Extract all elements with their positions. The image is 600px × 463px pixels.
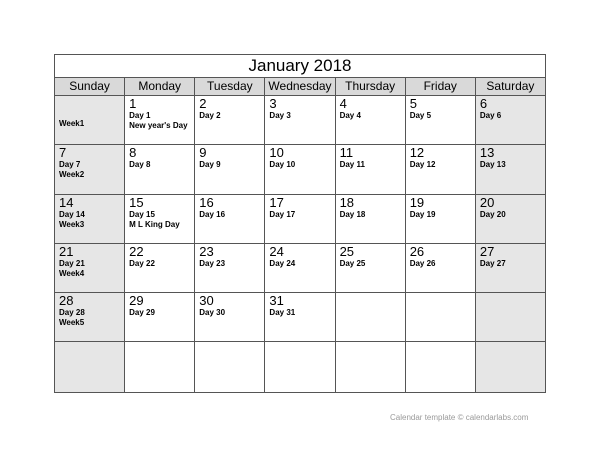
day-detail: Day 17 — [269, 209, 296, 219]
day-cell[interactable] — [195, 96, 265, 144]
day-number: 20 — [479, 194, 495, 210]
day-detail: Day 10 — [269, 160, 296, 170]
day-detail: Day 14 — [59, 209, 85, 219]
day-detail: Day 1 — [129, 111, 151, 120]
day-cell[interactable] — [336, 96, 406, 144]
day-cell[interactable] — [55, 244, 125, 292]
day-detail: Day 6 — [479, 111, 502, 120]
week-row — [55, 244, 545, 293]
day-detail: Day 12 — [409, 160, 436, 170]
day-detail: Day 25 — [339, 258, 366, 268]
week-row — [55, 145, 545, 194]
day-number: 18 — [339, 194, 355, 210]
day-number: 2 — [199, 96, 207, 111]
day-cell[interactable] — [336, 244, 406, 292]
day-number: 8 — [129, 145, 137, 161]
day-number: 23 — [199, 243, 214, 259]
week-row — [55, 96, 545, 145]
weekday-header-row — [55, 78, 545, 96]
weekday-header-monday: Monday — [125, 78, 195, 95]
weekday-header-friday: Friday — [406, 78, 476, 95]
weekday-header-saturday: Saturday — [486, 79, 535, 93]
day-number: 26 — [409, 243, 425, 259]
day-detail: Day 20 — [479, 209, 506, 219]
day-cell[interactable] — [336, 342, 406, 391]
day-cell[interactable] — [265, 96, 335, 144]
day-cell[interactable] — [55, 145, 125, 193]
day-number: 27 — [479, 243, 495, 259]
weekday-header-thursday: Thursday — [336, 78, 406, 95]
day-cell[interactable] — [265, 244, 335, 292]
day-number: 24 — [269, 243, 284, 259]
day-number: 10 — [269, 145, 284, 161]
day-detail: Day 19 — [409, 209, 436, 219]
day-number: 25 — [339, 243, 355, 259]
week-row — [55, 195, 545, 244]
day-detail: Day 22 — [129, 258, 155, 268]
day-number: 30 — [199, 293, 214, 309]
calendar-title: January 2018 — [55, 55, 545, 78]
day-detail: Day 28 — [59, 308, 85, 318]
day-number: 13 — [479, 145, 495, 161]
week-row — [55, 342, 545, 391]
day-number: 21 — [59, 243, 74, 259]
day-number: 22 — [129, 243, 144, 259]
day-cell[interactable] — [125, 96, 195, 144]
day-detail: Day 13 — [479, 160, 506, 170]
day-cell[interactable] — [476, 195, 545, 243]
day-cell[interactable] — [406, 293, 476, 341]
day-cell[interactable] — [476, 342, 545, 391]
day-number: 19 — [409, 194, 425, 210]
day-detail: Week4 — [59, 268, 85, 278]
day-detail: New year's Day — [129, 121, 188, 130]
day-detail: Day 11 — [339, 160, 365, 170]
day-detail: Week5 — [59, 318, 85, 328]
day-number: 14 — [59, 194, 74, 210]
week-row — [55, 293, 545, 342]
day-cell[interactable] — [125, 195, 195, 243]
day-number: 7 — [59, 145, 67, 161]
weekday-header-wednesday: Wednesday — [265, 78, 335, 95]
day-number: 1 — [129, 96, 137, 111]
day-cell[interactable] — [406, 244, 476, 292]
day-cell[interactable] — [195, 342, 265, 391]
day-number: 4 — [339, 96, 347, 111]
day-number: 16 — [199, 194, 214, 210]
day-cell[interactable] — [476, 244, 545, 292]
day-detail: Day 5 — [409, 111, 432, 120]
day-number: 5 — [409, 96, 417, 111]
day-detail: Day 18 — [339, 209, 366, 219]
day-cell[interactable] — [406, 195, 476, 243]
day-cell[interactable] — [195, 145, 265, 193]
day-number: 29 — [129, 293, 144, 309]
day-cell[interactable] — [55, 195, 125, 243]
weekday-header-sunday: Sunday — [55, 78, 125, 95]
weekday-header-tuesday: Tuesday — [195, 78, 265, 95]
day-cell[interactable] — [336, 293, 406, 341]
week-label: Week1 — [59, 119, 85, 128]
day-cell[interactable] — [476, 96, 545, 144]
day-cell[interactable] — [55, 96, 125, 144]
day-number: 15 — [129, 194, 144, 210]
day-detail: Day 24 — [269, 258, 296, 268]
day-detail: Day 7 — [59, 160, 81, 170]
day-number: 6 — [479, 96, 488, 111]
day-number: 12 — [409, 145, 425, 161]
day-detail: Day 23 — [199, 258, 226, 268]
day-detail: Day 2 — [199, 111, 221, 120]
day-number: 28 — [59, 293, 74, 309]
day-detail: Day 29 — [129, 308, 155, 318]
footer-credit: Calendar template © calendarlabs.com — [390, 413, 529, 422]
day-cell[interactable] — [195, 195, 265, 243]
day-detail: M L King Day — [129, 219, 180, 229]
day-cell[interactable] — [406, 96, 476, 144]
day-number: 11 — [339, 145, 354, 161]
day-cell[interactable] — [125, 293, 195, 341]
day-cell[interactable] — [55, 293, 125, 341]
day-number: 3 — [269, 96, 277, 111]
day-detail: Week3 — [59, 219, 85, 229]
day-detail: Day 27 — [479, 258, 506, 268]
day-cell[interactable] — [406, 145, 476, 193]
day-cell[interactable] — [406, 342, 476, 391]
day-cell[interactable] — [476, 293, 545, 341]
day-cell[interactable] — [125, 244, 195, 292]
day-cell[interactable] — [265, 195, 335, 243]
day-cell[interactable] — [125, 342, 195, 391]
calendar-weeks — [55, 96, 545, 392]
day-detail: Day 21 — [59, 258, 85, 268]
day-cell[interactable] — [265, 342, 335, 391]
day-detail: Day 26 — [409, 258, 436, 268]
day-cell[interactable] — [55, 342, 125, 391]
day-detail: Day 15 — [129, 209, 155, 219]
day-cell[interactable] — [265, 293, 335, 341]
day-detail: Day 16 — [199, 209, 226, 219]
calendar-grid — [54, 54, 546, 393]
day-number: 31 — [269, 293, 284, 309]
day-detail: Day 3 — [269, 111, 291, 120]
day-detail: Day 9 — [199, 160, 221, 170]
day-detail: Day 4 — [339, 111, 361, 120]
day-detail: Day 30 — [199, 308, 226, 318]
day-cell[interactable] — [336, 195, 406, 243]
day-detail: Day 8 — [129, 160, 151, 170]
day-cell[interactable] — [336, 145, 406, 193]
day-detail: Week2 — [59, 170, 85, 180]
day-cell[interactable] — [125, 145, 195, 193]
day-cell[interactable] — [476, 145, 545, 193]
day-number: 17 — [269, 194, 284, 210]
day-cell[interactable] — [195, 244, 265, 292]
day-detail: Day 31 — [269, 308, 296, 318]
day-cell[interactable] — [265, 145, 335, 193]
day-cell[interactable] — [195, 293, 265, 341]
day-number: 9 — [199, 145, 207, 161]
